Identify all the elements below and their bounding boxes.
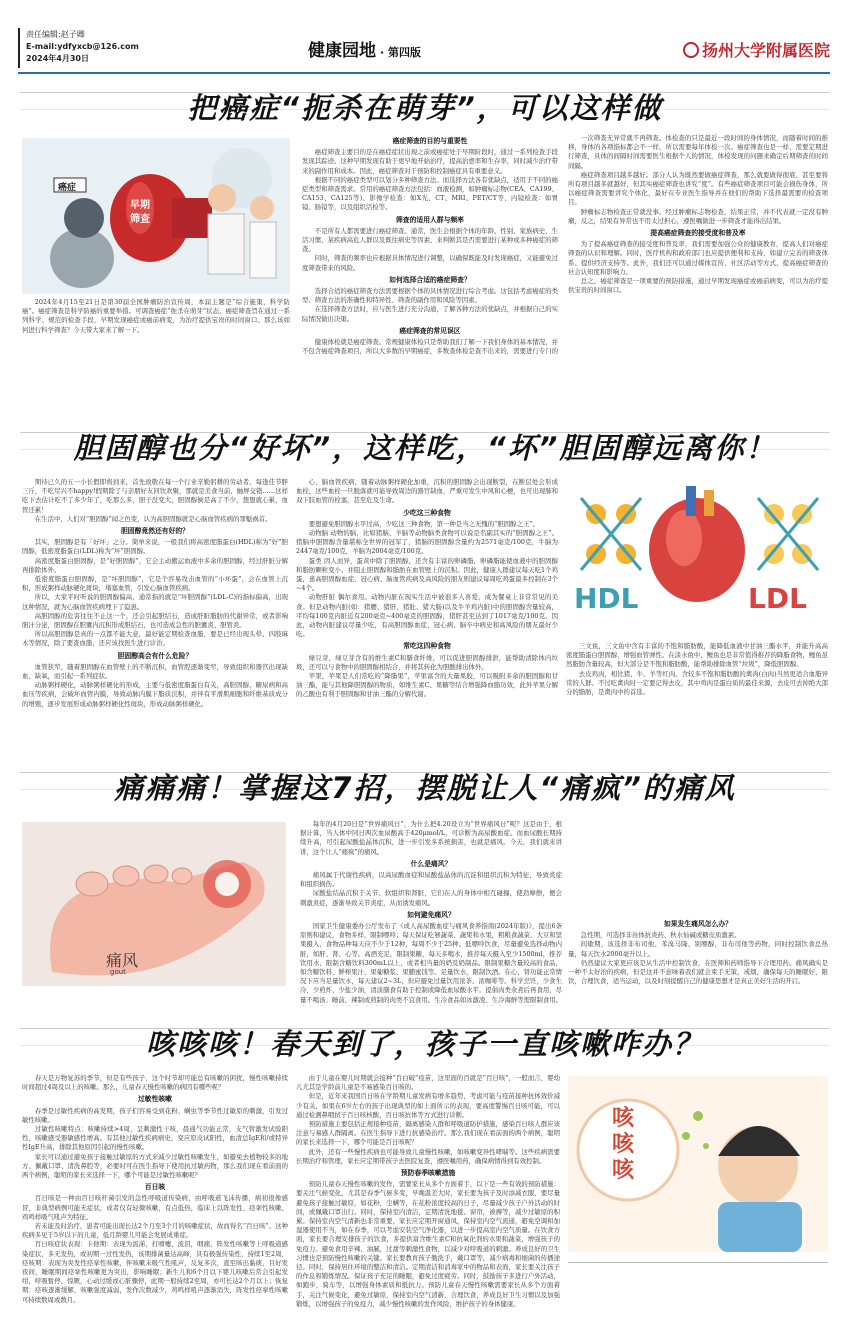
paragraph: 高密度脂蛋白胆固醇，是“好胆固醇”，它会主动搬运血液中多余的胆固醇，经过肝脏分解再排除体外。 xyxy=(22,556,288,574)
paragraph: 但是，近年来我国百日咳在学龄期儿童发病有增多趋势，考虑可能与疫苗接种抗体效价减少有关，如果在6岁左右的孩子出现典型的如上面所示的表现，要高度警惕百日咳可能，可以通过检测鼻咽拭子百日咳核酸，百日咳抗体等方式进行诊断。 xyxy=(296,1092,560,1119)
paragraph: 仍然建议大家更应该是从生活中控制饮食，在医师和药师指导下合理用药。痛风确实是一种不太好治的疾病，但是这并不意味着我们就会束手无策，戒烟，确保每天的睡眠好，限饮，合理饮食，适当运动，以及时刻提醒自己的健康思想才是真正美好生活的开启。 xyxy=(568,958,828,986)
gout-foot-illustration xyxy=(22,822,286,986)
cholesterol-illustration xyxy=(566,478,828,638)
gout-en-label: gout xyxy=(110,968,126,976)
paragraph: 绿豆芽，绿豆芽含有的维生素C和膳食纤维，可以促进胆固醇排泄，能帮助清除体内垃圾，还可以与食物中的胆固醇相结合，并将其转化为胆酸排出体外。 xyxy=(296,653,558,671)
subheading: 提高癌症筛查的接受度和普及率 xyxy=(650,229,746,238)
paragraph: 选择合适的癌症筛查方法需要根据个体的具体情况进行综合考虑。这包括考虑癌症的类型、筛查方法的准确性和特异性、筛查的副作用和风险等因素。 xyxy=(302,287,558,305)
article3-col3 xyxy=(568,820,828,986)
editor-email: E-mail:ydfyxcb@126.com xyxy=(26,42,139,51)
subheading: 如果发生痛风怎么办？ xyxy=(664,920,732,928)
paragraph: 每年的4月20日是“世界痛风日”，为什么把4.20设立为“世界痛风日”呢？这是由于，根据计算，当人体中同日两次血尿酸高于420μmol/L，可诊断为高尿酸血症。而血尿酸长期持续升高，可引起尿酸盐晶体沉积，进一步引发多系统损害，也就是痛风。今天，我们就来讲讲，这个让人“痛疯”的痛风。 xyxy=(300,820,562,856)
subheading: 筛查的适用人群与频率 xyxy=(396,215,464,224)
paragraph: 血管狭窄，随着胆固醇在血管壁上的不断沉积，血管腔逐渐变窄，导致组织和器官出现缺血、缺氧，而引起一系列症状。 xyxy=(22,662,288,681)
paragraph: 高胆固醇的危害往往不止这一个，还会引起胆结石，造成肝脏脂肪的代谢异常，或者影响胆汁分泌，胆固醇在胆囊内沉积形成胆结石，也可造成急性的胆囊炎、胆管炎。 xyxy=(22,611,288,630)
cough-sound-text: 咳咳咳 xyxy=(612,1106,635,1183)
paragraph: 去皮鸡肉，相比猪、牛、羊等红肉，含较多不饱和脂肪酸的禽肉(白肉)当然更适合血脂异常的人群。不过吃禽肉时一定要记得去皮，其中鸡肉是蛋白质的最佳来源，去皮可去掉绝大部分的脂肪，是禽肉中的首选。 xyxy=(566,669,828,697)
paragraph: 苹果，苹果是人们常吃的“降脂果”，苹果富含的大量果胶，可以吸附多余的胆固醇和甘油三酯，能与其他降胆固醇的物质，如维生素C、果糖等结合增强降血脂功效，此外苹果分解的乙酸也有利于胆固醇和甘油三酯的分解代谢。 xyxy=(296,672,558,699)
paragraph: 一次筛查无异常就不再筛查。体检查的只是最近一段时间的身体情况，而随着时间的推移，身体的各项指标都会不一样，所以需要每年体检一次。癌症筛查也是一样，需要定期进行筛查，具体的间隔时间需要医生根据个人的情况，体检发现的问题来确定后期筛查的时间间隔。 xyxy=(568,134,828,170)
paragraph: 要想避免胆固醇水平过高，少吃这三种食物，第一种是当之无愧的“胆固醇之王”。 xyxy=(308,519,540,528)
column-rule xyxy=(568,1262,828,1263)
img-label-screening: 筛查 xyxy=(130,214,150,225)
subheading: 如何选择合适的癌症筛查？ xyxy=(389,275,471,284)
paragraph: 期待已久的五一小长假即将到来，首先致敬在每一个行业辛勤躬耕的劳动者，每逢佳节胖三斤，不吃尽兴不happy!假期除了与亲朋好友同饮欢聚，那就是美食当前、触屏交错……这样吃下去估计吃不了多少年了，吃那么多，胆子没变大，胆固醇倒是高了不少，想想就心累，血管还累！ xyxy=(22,478,288,514)
paragraph: 不是所有人都需要进行癌症筛查。通常，医生会根据个体的年龄、性别、家族病史、生活习惯、某疾病高危人群以及既往病史等因素，来判断其是否需要进行某种或多种癌症的筛查。 xyxy=(302,226,558,254)
article1-title: 把癌症“扼杀在萌芽”，可以这样做 xyxy=(187,91,663,125)
subheading: 百日咳 xyxy=(144,1183,166,1192)
paragraph: 2024年4月15至21日是第30届全国肿瘤防治宣传周，本届主题是“综合施策，科学防癌”。癌症筛查是科学防癌的重要举措。可调查癌症“扼杀在萌芽”状态，癌症筛查旨在通过一系列科学、规范的检查手段，早期发现癌症或癌前病变，为治疗提供宝贵的时间窗口。那么该如何进行科学筛查？今天带大家来了解一下。 xyxy=(22,298,290,334)
paragraph: 若未能及时治疗，患者可能出现长达2个月至3个月的咳嗽症状，故而得名“百日咳”。这种疾病多见于5岁以下的儿童，低月龄婴儿可能会发展成重症。 xyxy=(22,1222,288,1240)
paragraph: 百日咳是一种由百日咳杆菌引发的急性呼吸道传染病，由呼吸道飞沫传播，病初很像感冒，非典型病例可能无症状，成者仅有轻微咳嗽，有点低热，临床上以阵发性、痉挛性咳嗽、鸡鸣样吸气吼声为特征。 xyxy=(22,1194,288,1221)
gout-label: 痛风 xyxy=(106,951,139,970)
paragraph: 由于儿童在婴儿时期就会接种“百白破”疫苗，这里面的百就是“百日咳”，一般而言，婴幼儿尤其是学龄前儿童是不易感染百日咳的。 xyxy=(296,1074,560,1092)
paragraph: 肿瘤标志物检查正常就没事。经过肿瘤标志物检查，结果正常，并不代表就一定没有肿瘤，反之，结果有异常也不用太过担心，遵医嘱做进一步筛查才能得出结果。 xyxy=(568,207,828,225)
paragraph: 痛风属于代谢性疾病，以高尿酸血症和尿酸盐晶体的沉淀和组织沉积为特征，导致炎症和组织损伤。 xyxy=(300,871,562,889)
paragraph: 尿酸盐结晶沉积于关节、软组织和肾脏，它们在人的身体中相互碰撞，使劲摩擦，便会刺激炎症，逐渐导致关节炎症，从而诱发痛风。 xyxy=(300,889,562,907)
img-label-early: 早期 xyxy=(130,200,150,211)
article2-title: 胆固醇也分“好坏”，这样吃，“坏”胆固醇远离你！ xyxy=(73,431,777,465)
editor-info xyxy=(26,29,139,65)
issue-date: 2024年4月30日 xyxy=(26,54,89,63)
paragraph: 动物脑 动物的脑，比如猪脑、羊脑等动物脑类食物可以说是名副其实的“胆固醇之王”。猪脑中胆固醇含量堪称全世界的冠军了，猪脑的胆固醇含量约为2571毫克/100克，牛脑为2447毫克/100克，羊脑为2004毫克/100克。 xyxy=(296,529,558,556)
paragraph: 癌症筛查项目越多越好。部分人认为既然要做癌症筛查，那么就要做得彻底、甚至要将所有项目越多就越好，但其实癌症筛查也讲究“度”。有些癌症筛查项目可能会损伤身体，所以癌症筛查需要讲究个体化，最好在专业医生指导并在他们的帮助下选择最需要的检查项目。 xyxy=(568,170,828,207)
paragraph: 根据不同的癌症类型可以划分多种筛查方法。而选择方法各有优缺点，适用于不同的癌症类型和筛查需求。常用的癌症筛查方法包括：血液检测，如肿瘤标志物(CEA、CA199、CA153、CA125等)、影像学检查：如X光、CT、MRI、PET/CT等、内镜检查：如胃镜、肠镜等，以及组织活检等。 xyxy=(302,175,558,212)
ldl-label: LDL xyxy=(748,582,807,615)
paragraph: 动物肝脏 偶尔食用。动物内脏在现实生活中被很多人喜爱，成为餐桌上非常常见的美食。但是动物内脏(如：猪腰、猪肝、猪肚、猪大肠)以及牛羊鸡内脏)中的胆固醇含量较高，平均每100克内脏近有200毫克~400毫克的胆固醇，猪肝甚至达到了1017毫克/100克。因此，动物内脏建议尽量少吃，有高胆固醇血症、冠心病、脑卒中病史和高风险的朋友最好少吃。 xyxy=(296,593,558,639)
subheading: 癌症筛查的常见误区 xyxy=(399,326,461,335)
subheading: 胆固醇高会有什么危险？ xyxy=(117,651,193,660)
article1-col3 xyxy=(568,134,828,295)
article3-col2 xyxy=(300,820,562,1006)
paragraph: 其实，胆固醇是有「好坏」之分。简单来说，一般我们将高密度脂蛋白(HDL)称为“好”胆固醇，低密度脂蛋白(LDL)称为“坏”胆固醇。 xyxy=(22,538,288,556)
article1-col2 xyxy=(302,134,558,356)
article4-col3 xyxy=(568,1256,828,1320)
paragraph: 心、脑血管疾病，随着动脉粥样硬化加重，沉积的胆固醇会出现断裂，在断层处会形成血栓，这些血栓一旦脱落就可能导致周边的器官缺血，严重可发生中风和心梗，也可出现肺和双下肢血管的栓塞，甚至危及生命。 xyxy=(296,478,558,505)
paragraph: 急性期，可选择非甾体抗炎药、秋水仙碱或糖皮质激素。 xyxy=(580,931,741,940)
paragraph: 所以高胆固醇是真的一点都不能大意，最好能定期检查血脂，要是已经出现头晕、四肢麻木等情况，除了要查血脂，还应该找医生进行诊治。 xyxy=(22,630,288,648)
edition-label: · 第四版 xyxy=(380,46,422,59)
paragraph: 预防措施主要包括正规接种疫苗，隔离感染人群和呼吸道防护措施，感染百日咳人群应该注意与易感人群隔离。在医生指导下进行抗感染治疗。那么我们现在看前面的两个病例，聪明的家长来选择一下，哪个可能是百日咳呢？ xyxy=(296,1120,560,1147)
seal-icon xyxy=(683,42,699,58)
article2-col2 xyxy=(296,478,558,700)
paragraph: 家长可以通过避免孩子接触过敏原的方式来减少过敏性咳嗽发生，如避免去植物较多的地方、佩戴口罩、清洗鼻腔等，必要时可在医生指导下使用抗过敏药物，那么我们现在看前面的两个病例，聪明的家长来选择一下，哪个可能是过敏性咳嗽呢？ xyxy=(22,1152,288,1180)
subheading: 如何避免痛风？ xyxy=(407,910,455,919)
paragraph: 国家卫生健康委办公厅发布了《成人高尿酸血症与痛风食养指南(2024年版)》，提出6条原则和建议，食物多样，限制嘌呤；每天保证吃够蔬菜、蔬果和水果，粗粮食蔬菜、大豆和坚果摄入，食物品种每天应不少于12种，每周不少于25种。低嘌呤饮食，尽量避免选择动物内脏，如肝、肾、心等。高酒充足，限制果糖，每天多喝水，推荐每天摄入至少1500ml，推荐饮用水、限制含糖饮料300mL以上，或者相当量的奶及奶制品。限制果糖含量较高的食品，如含糖饮料、鲜榨果汁、果葡糖浆、果脯蜜饯等。足量饮水，限制饮酒。在心、肾功能正常情况下应当足量饮水，每天建议2~3L，但应避免过量饮用浓茶、浓咖啡等。科学烹饪，少食生冷，少煎炸、少盐少油，清淡膳食有助于控制或降低血尿酸水平。提倡肉类汆煮后再食用，尽量不喝汤；睡前，辣制或煎制的肉类不宜食用。生冷食品如冰激凌、生冷海鲜等需限制食用。 xyxy=(300,922,562,1004)
article2-col1 xyxy=(22,478,288,709)
hospital-logo xyxy=(683,38,830,61)
paragraph: 此外，还有一些慢性疾病也可能导致儿童慢性咳嗽，如咳嗽变异性哮喘等。这些疾病需要长期治疗和管理，家长应定期带孩子去医院复查，遵医嘱用药，确保病情得到有效控制。 xyxy=(296,1147,560,1165)
article3-title: 痛痛痛！掌握这7招，摆脱让人“痛疯”的痛风 xyxy=(114,771,736,805)
paragraph: 春季是过敏性疾病的高发期，孩子们容易受到花粉、螨虫等季节性过敏原的刺激，引发过敏性咳嗽。 xyxy=(22,1106,288,1124)
editor-name: 责任编辑:赵子卿 xyxy=(26,30,85,39)
paragraph: 过敏性咳嗽特点：咳嗽持续>4周，呈刺激性干咳，晨通气功能正常，支气管激发试验阳性，咳嗽感受器敏感性增高。有其他过敏性疾病病史，变应原皮试阳性，血清总IgE和/或特异性IgE升高，排除其他原因引起的慢性咳嗽。 xyxy=(22,1125,288,1152)
subheading: 胆固醇竟然还有好的？ xyxy=(121,527,189,536)
header-rule xyxy=(18,28,20,68)
paragraph: 所以，大家平时听说的胆固醇偏高，通常指的就是“坏胆固醇”(LDL-C)的指标偏高，出现这种情况，就为心脑血管疾病埋下了隐患。 xyxy=(22,593,288,611)
article4-col1 xyxy=(22,1074,288,1305)
paragraph: 健康体检就是癌症筛查。常规健康体检只是帮助我们了解一下我们身体的基本情况，并不包含癌症筛查项目，所以大多数的早期癌症，多数查体检是查不出来的，需要进行专门的 xyxy=(302,338,558,356)
cancer-screening-illustration xyxy=(22,138,290,294)
paragraph: 在选择筛查方法时，应与医生进行充分沟通，了解各种方法的优缺点，并根据自己的实际情况做出决策。 xyxy=(302,305,558,323)
paragraph: 百日咳症状表现：卡他期：表现为流涕，打喷嚏，流泪，咽痛，阵发性咳嗽等上呼吸道感染症状，多无发热，或初期一过性发热，该期排菌量达高峰，具有极强传染性，持续1至2周，痉咳期：表现为突发性痉挛性咳嗽，伴咳嗽末吸气性吼声，反复多次，直至咳出黏痰，且好发夜间，睡眠期间痉挛性咳嗽更为突出，影响睡眠；新生儿和6个月以下婴儿咳嗽后常会引起发绀，呼吸暂停、惊厥，心动过缓或心脏骤停，此期一般持续2至周，亦可长达2个月以上；恢复期：痉咳逐渐缓解，咳嗽强度减弱，发作次数减少，鸡鸣样吼声逐渐消失，阵发性痉挛性咳嗽可持续数周或数月。 xyxy=(22,1240,288,1304)
article4-title: 咳咳咳！春天到了，孩子一直咳嗽咋办？ xyxy=(145,1027,704,1061)
article1-intro xyxy=(22,298,290,335)
subheading: 少吃这三种食物 xyxy=(403,508,451,517)
paragraph: 低密度脂蛋白胆固醇，是“坏胆固醇”，它是个容易攻击血管的“小坏蛋”，会在血管上沉积，形成粥样动脉硬化斑块，堵塞血管，引发心脑血管疾病。 xyxy=(22,575,288,593)
subheading: 常吃这四种食物 xyxy=(403,642,451,651)
section-name: 健康园地 xyxy=(308,41,376,61)
subheading: 什么是痛风？ xyxy=(410,859,452,868)
paragraph: 总之，癌症筛查是一项重要的预防措施，通过早期发现癌症或癌前病变，可以为治疗提供宝贵的时间窗口。 xyxy=(568,277,828,295)
paragraph: 癌症筛查主要目的是在癌症症状出现之前或癌症处于早期阶段时，通过一系列检查手段发现其踪迹。这种早期发现有助于更早地开始治疗，提高治愈率和生存率，同时减少治疗带来的副作用和成本。因此，癌症筛查对于预防和控制癌症具有重要意义。 xyxy=(302,148,558,175)
paragraph: 同时，筛查的频率也应根据具体情况进行调整，以确保既能及时发现癌症，又能避免过度筛查带来的风险。 xyxy=(302,254,558,272)
paragraph: 动脉粥样硬化，动脉粥样硬化的形成，主要与低密度脂蛋白有关，高胆固醇，糖尿病和高血压等疾病，会破坏血管内膜，导致动脉内膜下脂质沉积，并伴有平滑肌细胞和纤维基质成分的增殖，逐步发展形成动脉粥样硬化性斑块，形成动脉粥样硬化。 xyxy=(22,681,288,708)
page-header xyxy=(18,22,830,74)
article2-col3 xyxy=(566,642,828,697)
section-title xyxy=(308,36,421,61)
subheading: 癌症筛查的目的与重要性 xyxy=(392,137,468,145)
hospital-name: 扬州大学附属医院 xyxy=(701,41,830,60)
paragraph: 三文鱼，三文鱼中含有丰富的不饱和脂肪酸，能降低血液中甘油三酯水平，并能升高高密度脂蛋白胆固醇，增强血管弹性。在淡水鱼中，鲤鱼也是非常值得推荐的降脂食物，鲤鱼虽然脂肪含量较高，但大部分是不饱和脂肪酸，能帮助排除血管“垃圾”，降低胆固醇。 xyxy=(566,642,828,669)
paragraph: 在生活中，人们对“胆固醇”闻之色变，认为高胆固醇就是心脑血管疾病的罪魁祸首。 xyxy=(34,514,272,523)
hdl-label: HDL xyxy=(574,582,639,615)
paragraph: 为了提高癌症筛查的接受度和普及率，我们需要加强公众的健康教育，提高人们对癌症筛查的认识和理解。同时，医疗机构和政府部门也应提供便利和支持，如建立完善的筛查体系、提供经济支持等。此外，我们还可以通过媒体宣传、社区活动等方式，提高癌症筛查的社会认知度和影响力。 xyxy=(568,240,828,276)
img-label-cancer: 癌症 xyxy=(58,183,77,193)
paragraph: 预防儿童春天慢性咳嗽的发作，需要家长从多个方面着手，以下是一些有效的预防措施：要关注气候变化，尤其是春季气候多变，早晚温差大时，家长要为孩子及时添减衣服，要尽量避免孩子接触过敏原，如花粉，尘螨等，在花粉浓度较高的日子，尽量减少孩子户外活动的时间，或佩戴口罩出行。同时，保持室内清洁，定期清洗地毯、窗帘，被褥等，减少过敏原的积累。保持室内空气清新也非常重要，家长应定期开窗通风，保持室内空气流通，避免空调和加湿器使用不当，如在春季，可以考虑安装空气净化器，以进一步提高室内空气质量。在饮食方面，家长要合理安排孩子的饮食，多提供富含维生素C和抗氧化剂的水果和蔬菜，增强孩子的免疫力。避免食用辛辣、油腻，过甜等刺激性食物，以减少对呼吸道的刺激。养成良好的卫生习惯也是预防慢性咳嗽的关键。家长要教育孩子勤洗手，戴口罩等，减少病毒和细菌的传播途径。同时，保持居住环境的整洁和清洁。定期清洁和消毒家中的物品和表面，家长要关注孩子的作息和锻炼情况。保证孩子充足的睡眠，避免过度疲劳。同时，鼓励孩子多进行户外活动，如跑步，骑车等，以增强身体素质和抵抗力。预防儿童春天慢性咳嗽需要家长从多个方面着手，关注气候变化，避免过敏原，保持室内空气清新，合理饮食，养成良好卫生习惯以及加强锻炼，以增强孩子的免疫力，减少慢性咳嗽的发作风险，维护孩子的身体健康。 xyxy=(296,1180,560,1308)
coughing-child-illustration xyxy=(568,1076,828,1252)
paragraph: 春天是万物复苏的季节，但是有些孩子，这个时节却可能总有咳嗽的困扰，慢性咳嗽持续时间超过4周及以上的咳嗽。那么，儿童春天慢性咳嗽的病因有哪些呢？ xyxy=(22,1074,288,1092)
subheading: 预防春季咳嗽措施 xyxy=(400,1169,456,1178)
article4-col2 xyxy=(296,1074,560,1309)
paragraph: 间歇期，该选择非布司他、苯溴马隆、别嘌醇，非布司他等药物，同时控制饮食总热量，每天饮水2000毫升以上。 xyxy=(568,940,828,958)
paragraph: 蛋类 因人而异，蛋黄中除了胆固醇，还含有丰富的卵磷脂，卵磷脂能使血液中的胆固醇和脂肪颗粒变小，并阻止胆固醇和脂肪在血管壁上的沉积。因此，健康人群建议每天吃1个鸡蛋，患高胆固醇血症、冠心病、脑血管疾病及高风险的朋友则建议每周吃鸡蛋最多控制在3个~4个。 xyxy=(296,556,558,593)
subheading: 过敏性咳嗽 xyxy=(138,1095,172,1104)
